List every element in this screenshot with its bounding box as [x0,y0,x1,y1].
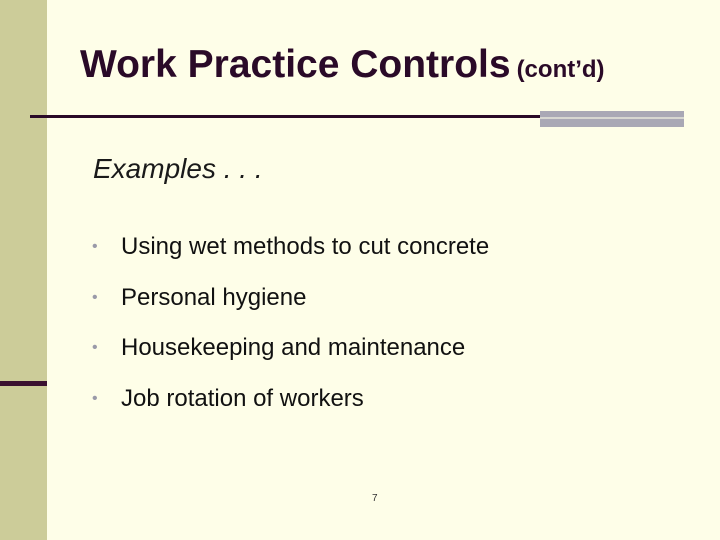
left-decorative-band [0,0,47,540]
bullet-text: Personal hygiene [121,283,307,311]
slide-title-suffix: (cont’d) [516,56,605,83]
bullet-text: Job rotation of workers [121,384,364,412]
bullet-icon: • [92,389,98,407]
slide-title-main: Work Practice Controls [80,43,511,86]
bullet-text: Housekeeping and maintenance [121,334,466,362]
bullet-text: Using wet methods to cut concrete [121,233,490,261]
bullet-item [92,222,489,273]
examples-subheading: Examples . . . [93,153,263,184]
examples-bullet-list [92,222,489,424]
bullet-item [92,323,489,374]
title-divider-accent [540,111,684,127]
slide-title [80,43,605,87]
bullet-item [92,273,489,324]
bullet-icon: • [92,238,98,256]
left-accent-bar [0,381,47,386]
bullet-icon: • [92,288,98,306]
page-number: 7 [372,493,378,504]
bullet-icon: • [92,339,98,357]
bullet-item [92,374,489,425]
title-divider-accent-line [540,117,684,119]
